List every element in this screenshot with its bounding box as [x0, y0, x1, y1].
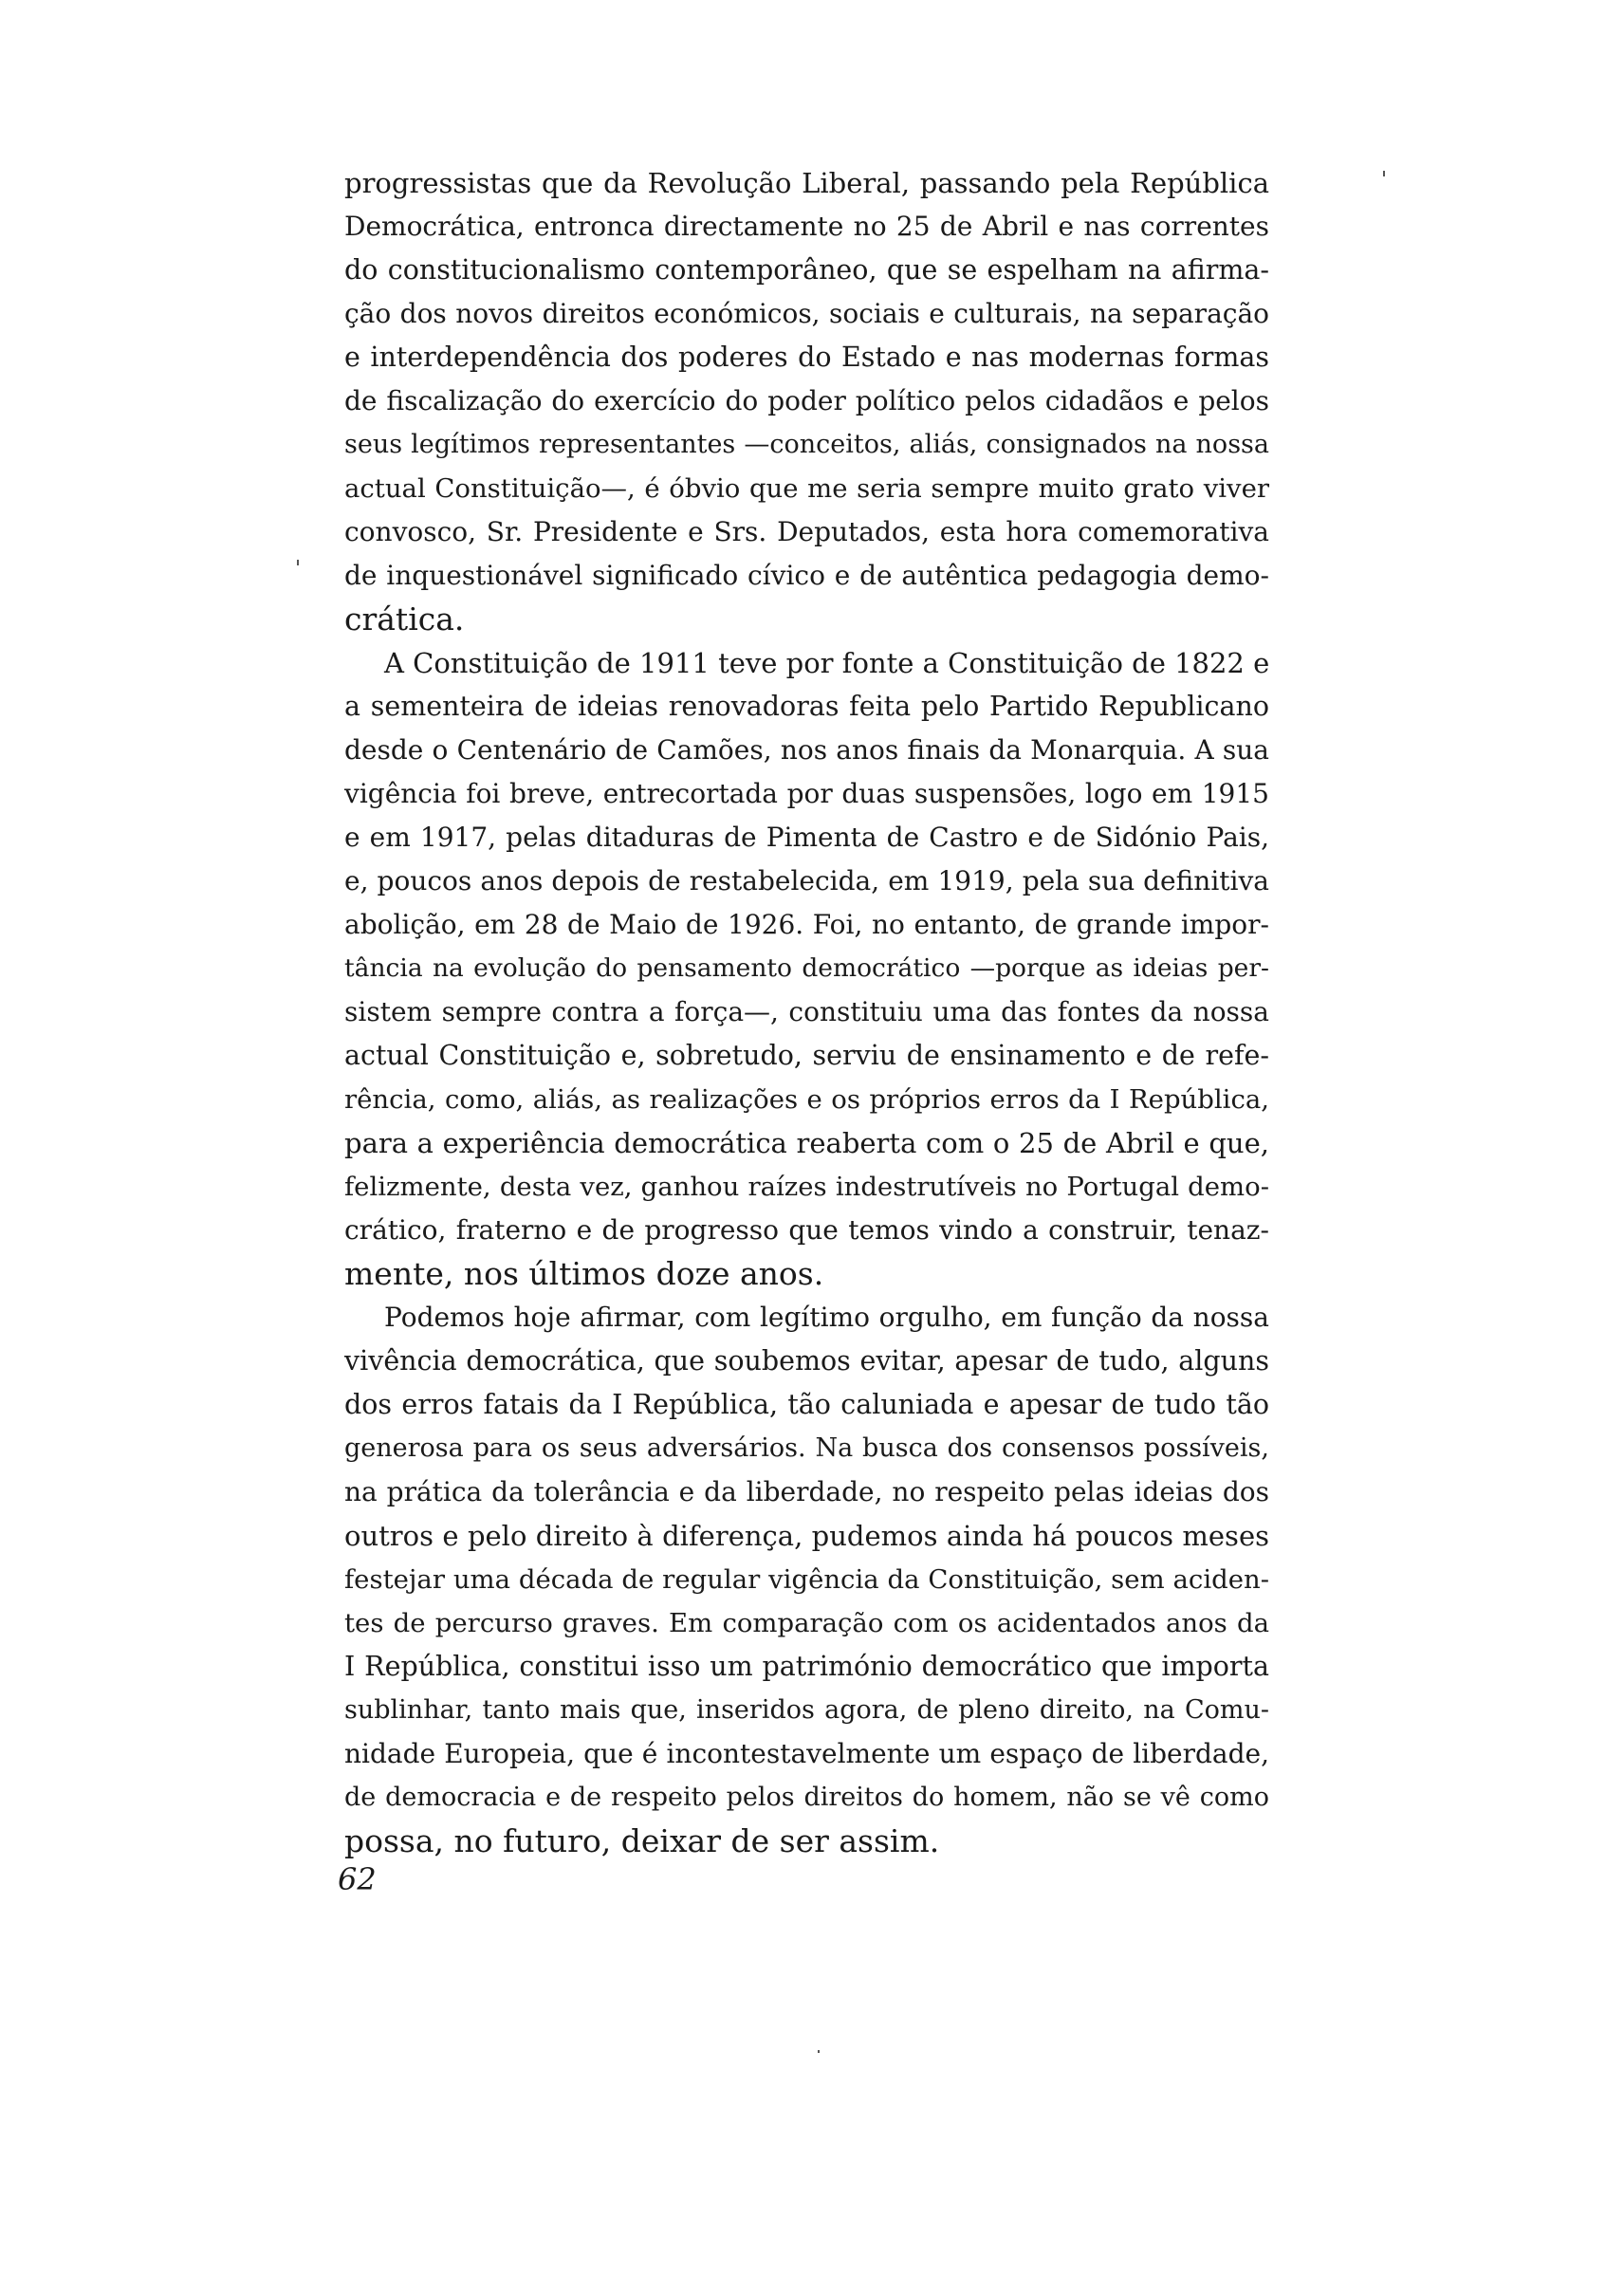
text-line: crática. — [344, 601, 465, 638]
text-line: outros e pelo direito à diferença, pudemos ainda há poucos meses — [344, 1520, 1269, 1552]
text-line: felizmente, desta vez, ganhou raízes indestrutíveis no Portugal demo- — [344, 1172, 1269, 1202]
text-line: e, poucos anos depois de restabelecida, em 1919, pela sua definitiva — [344, 865, 1269, 896]
scan-speck — [1383, 171, 1385, 176]
text-line: sublinhar, tanto mais que, inseridos agora, de pleno direito, na Comu- — [344, 1695, 1269, 1725]
scan-speck — [818, 2050, 820, 2053]
text-line: possa, no futuro, deixar de ser assim. — [344, 1822, 940, 1859]
paragraph — [344, 161, 1269, 641]
text-line: de democracia e de respeito pelos direitos do homem, não se vê como — [344, 1783, 1269, 1812]
text-line: rência, como, aliás, as realizações e os próprios erros da I República, — [344, 1084, 1269, 1115]
text-line: festejar uma década de regular vigência da Constituição, sem aciden- — [344, 1564, 1269, 1595]
text-line: do constitucionalismo contemporâneo, que se espelham na afirma- — [344, 254, 1269, 286]
text-line: actual Constituição—, é óbvio que me seria sempre muito grato viver — [344, 473, 1269, 504]
text-line: sistem sempre contra a força—, constituiu uma das fontes da nossa — [344, 996, 1269, 1027]
paragraph — [344, 641, 1269, 1296]
text-line: I República, constitui isso um património democrático que importa — [344, 1651, 1269, 1682]
text-line: actual Constituição e, sobretudo, serviu de ensinamento e de refe- — [344, 1040, 1269, 1071]
text-line: Podemos hoje afirmar, com legítimo orgulho, em função da nossa — [384, 1302, 1269, 1333]
text-line: A Constituição de 1911 teve por fonte a Constituição de 1822 e — [384, 647, 1270, 679]
text-line: generosa para os seus adversários. Na busca dos consensos possíveis, — [344, 1433, 1269, 1463]
text-line: nidade Europeia, que é incontestavelmente um espaço de liberdade, — [344, 1738, 1269, 1769]
text-line: vigência foi breve, entrecortada por duas suspensões, logo em 1915 — [344, 778, 1269, 809]
text-line: para a experiência democrática reaberta com o 25 de Abril e que, — [344, 1127, 1269, 1159]
text-line: tância na evolução do pensamento democrático —porque as ideias per- — [344, 953, 1269, 983]
text-line: de inquestionável significado cívico e de autêntica pedagogia demo- — [344, 560, 1269, 591]
text-line: dos erros fatais da I República, tão caluniada e apesar de tudo tão — [344, 1389, 1269, 1420]
text-line: a sementeira de ideias renovadoras feita pelo Partido Republicano — [344, 691, 1269, 722]
text-line: desde o Centenário de Camões, nos anos finais da Monarquia. A sua — [344, 734, 1269, 766]
text-line: abolição, em 28 de Maio de 1926. Foi, no entanto, de grande impor- — [344, 909, 1269, 940]
text-line: progressistas que da Revolução Liberal, passando pela República — [344, 167, 1269, 199]
page-number: 62 — [338, 1861, 377, 1897]
body-text — [344, 161, 1269, 1863]
text-line: na prática da tolerância e da liberdade, no respeito pelas ideias dos — [344, 1476, 1269, 1507]
text-line: convosco, Sr. Presidente e Srs. Deputados, esta hora comemorativa — [344, 516, 1269, 547]
text-line: tes de percurso graves. Em comparação com os acidentados anos da — [344, 1608, 1269, 1638]
text-line: seus legítimos representantes —conceitos, aliás, consignados na nossa — [344, 430, 1269, 459]
scan-speck — [297, 560, 299, 565]
text-line: Democrática, entronca directamente no 25 de Abril e nas correntes — [344, 211, 1269, 242]
text-line: vivência democrática, que soubemos evitar, apesar de tudo, alguns — [344, 1345, 1269, 1377]
text-line: e interdependência dos poderes do Estado e nas modernas formas — [344, 342, 1269, 373]
text-line: e em 1917, pelas ditaduras de Pimenta de Castro e de Sidónio Pais, — [344, 822, 1269, 853]
text-line: mente, nos últimos doze anos. — [344, 1255, 824, 1292]
text-line: crático, fraterno e de progresso que temos vindo a construir, tenaz- — [344, 1214, 1269, 1246]
text-line: de fiscalização do exercício do poder político pelos cidadãos e pelos — [344, 385, 1269, 416]
paragraph — [344, 1296, 1269, 1863]
text-line: ção dos novos direitos económicos, sociais e culturais, na separação — [344, 298, 1269, 329]
